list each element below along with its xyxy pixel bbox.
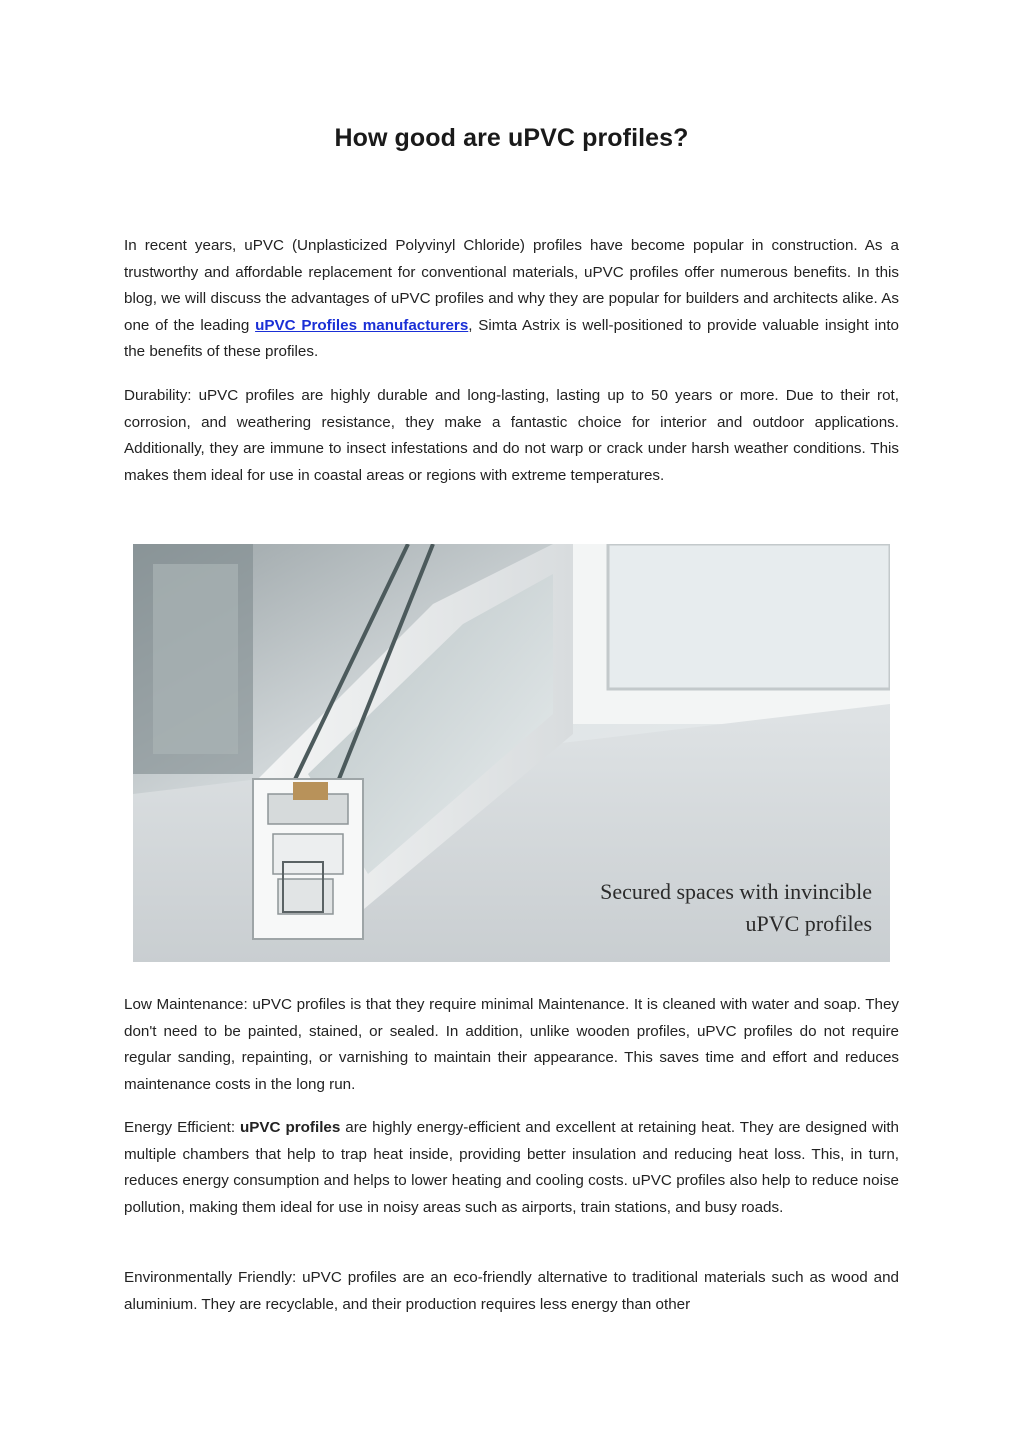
energy-prefix: Energy Efficient:	[124, 1119, 240, 1136]
caption-line-2: uPVC profiles	[745, 911, 872, 936]
energy-bold-term: uPVC profiles	[240, 1119, 341, 1136]
caption-line-1: Secured spaces with invincible	[600, 879, 872, 904]
upvc-manufacturers-link[interactable]: uPVC Profiles manufacturers	[255, 316, 469, 334]
durability-paragraph: Durability: uPVC profiles are highly durable and long-lasting, lasting up to 50 years or more. Due to their rot, corrosion, and weathering resistance, they make a fantastic choice for interior and outdoor applications. Additionally, they are immune to insect infestations and do not warp or crack under harsh weather conditions. This makes them ideal for use in coastal areas or regions with extreme temperatures.	[124, 387, 899, 484]
environmentally-friendly-paragraph: Environmentally Friendly: uPVC profiles are an eco-friendly alternative to traditional materials such as wood and aluminium. They are recyclable, and their production requires less energy than other	[124, 1269, 899, 1313]
photo-caption	[600, 876, 872, 940]
intro-text-after-link: , Simta Astrix is well-positioned to provide valuable insight into the benefits of these profiles.	[124, 316, 899, 361]
intro-text-before-link: In recent years, uPVC (Unplasticized Polyvinyl Chloride) profiles have become popular in construction. As a trustworthy and affordable replacement for conventional materials, uPVC profiles offer numerous benefits. In this blog, we will discuss the advantages of uPVC profiles and why they are popular for builders and architects alike. As one of the leading	[124, 237, 899, 334]
page-title: How good are uPVC profiles?	[334, 124, 689, 152]
energy-efficient-paragraph	[124, 1115, 899, 1221]
low-maintenance-paragraph: Low Maintenance: uPVC profiles is that they require minimal Maintenance. It is cleaned with water and soap. They don't need to be painted, stained, or sealed. In addition, unlike wooden profiles, uPVC profiles do not require regular sanding, repainting, or varnishing to maintain their appearance. This saves time and effort and reduces maintenance costs in the long run.	[124, 996, 899, 1093]
upvc-window-photo	[133, 544, 890, 962]
energy-text: are highly energy-efficient and excellent at retaining heat. They are designed with multiple chambers that help to trap heat inside, providing better insulation and reducing heat loss. This, in turn, reduces energy consumption and helps to lower heating and cooling costs. uPVC profiles also help to reduce noise pollution, making them ideal for use in noisy areas such as airports, train stations, and busy roads.	[124, 1119, 899, 1216]
intro-paragraph	[124, 233, 899, 366]
